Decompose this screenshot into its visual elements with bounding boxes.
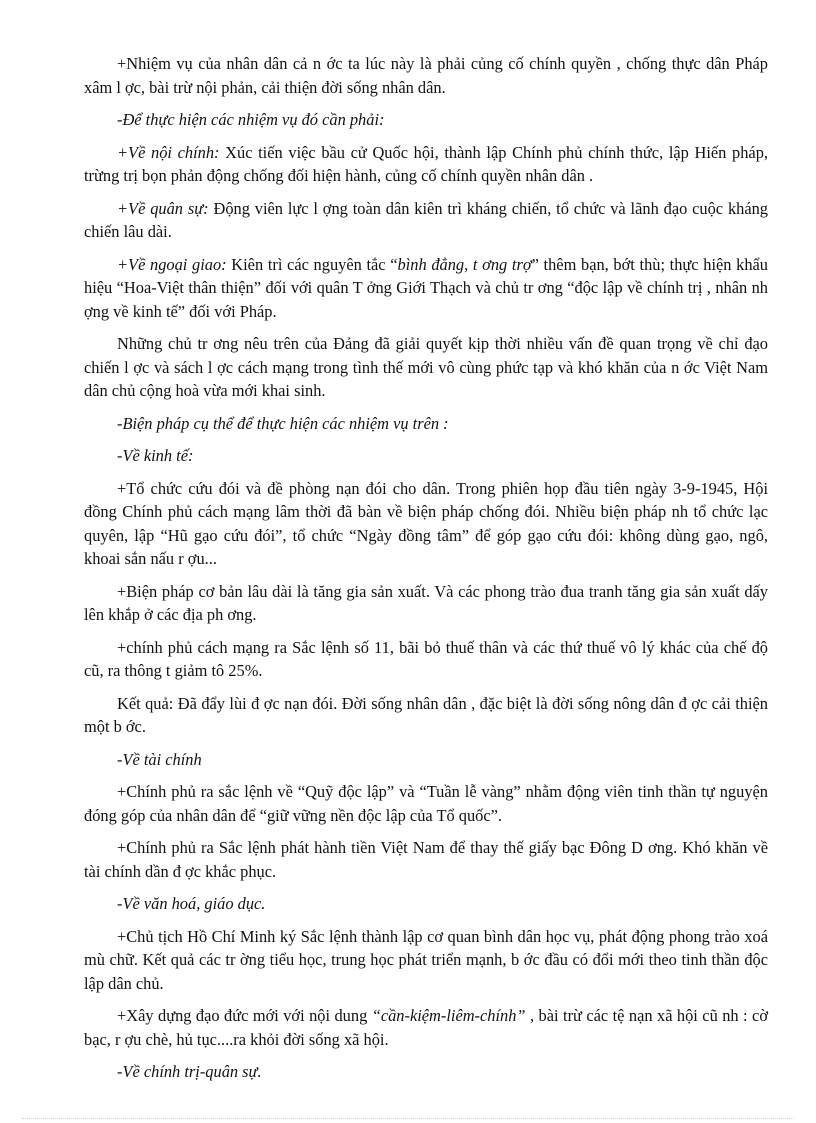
paragraph xyxy=(84,444,768,468)
paragraph xyxy=(84,580,768,627)
document-body xyxy=(84,52,768,1093)
italic-text: “cần-kiệm-liêm-chính” xyxy=(371,1006,526,1025)
paragraph xyxy=(84,925,768,996)
italic-text: +Về ngoại giao: xyxy=(117,254,227,274)
italic-text: -Về tài chính xyxy=(117,749,202,769)
italic-text: -Về kinh tế: xyxy=(117,446,194,465)
paragraph xyxy=(84,780,768,827)
italic-text: bình đẳng, t ơng trợ xyxy=(397,254,532,274)
page-bottom-rule xyxy=(22,1118,794,1119)
paragraph xyxy=(84,692,768,739)
text: Kết quả: Đã đẩy lùi đ ợc nạn đói. Đời sống nhân dân , đặc biệt là đời sống nông dân đ ợc cải thiện một b ớc. xyxy=(84,693,768,736)
text: +Xây dựng đạo đức mới với nội dung xyxy=(117,1006,372,1025)
paragraph xyxy=(84,1060,768,1084)
italic-text: -Để thực hiện các nhiệm vụ đó cần phải: xyxy=(117,110,385,129)
text: Động viên lực l ợng toàn dân kiên trì kháng chiến, tổ chức và lãnh đạo cuộc kháng chiến lâu dài. xyxy=(84,198,768,241)
paragraph xyxy=(84,477,768,571)
text: +Chủ tịch Hồ Chí Minh ký Sắc lệnh thành lập cơ quan bình dân học vụ, phát động phong trào xoá mù chữ. Kết quả các tr ờng tiểu học, trung học phát triển mạnh, b ớc đầu có đổi mới theo tinh thần độc lập dân chủ. xyxy=(84,926,768,993)
text: +Tổ chức cứu đói và đề phòng nạn đói cho dân. Trong phiên họp đầu tiên ngày 3-9-1945, Hội đồng Chính phủ cách mạng lâm thời đã bàn về biện pháp chống đói. Nhiều biện pháp nh tổ chức lạc quyên, lập “Hũ gạo cứu đói”, tổ chức “Ngày đồng tâm” để góp gạo cứu đói: không dùng gạo, ngô, khoai sắn nấu r ợu... xyxy=(84,478,768,568)
paragraph xyxy=(84,141,768,188)
italic-text: +Về quân sự: xyxy=(117,198,209,218)
italic-text: -Biện pháp cụ thể để thực hiện các nhiệm vụ trên : xyxy=(117,413,449,433)
text: , bài trừ các tệ nạn xã hội cũ nh : cờ bạc, r ợu chè, hủ tục....ra khỏi đời sống xã hội. xyxy=(84,1006,768,1049)
text: +Nhiệm vụ của nhân dân cả n ớc ta lúc này là phải củng cố chính quyền , chống thực dân Pháp xâm l ợc, bài trừ nội phản, cải thiện đời sống nhân dân. xyxy=(84,54,768,97)
paragraph xyxy=(84,108,768,132)
paragraph xyxy=(84,52,768,99)
italic-text: +Về nội chính: xyxy=(117,142,220,162)
text: +Chính phủ ra sắc lệnh về “Quỹ độc lập” và “Tuần lễ vàng” nhằm động viên tinh thần tự nguyện đóng góp của nhân dân để “giữ vững nền độc lập của Tổ quốc”. xyxy=(84,782,768,825)
paragraph xyxy=(84,197,768,244)
italic-text: -Về văn hoá, giáo dục. xyxy=(117,894,266,913)
text: Xúc tiến việc bầu cử Quốc hội, thành lập Chính phủ chính thức, lập Hiến pháp, trừng trị bọn phản động chống đối hiện hành, củng cố chính quyền nhân dân . xyxy=(84,142,768,185)
paragraph xyxy=(84,1004,768,1051)
text: Những chủ tr ơng nêu trên của Đảng đã giải quyết kịp thời nhiều vấn đề quan trọng về chỉ đạo chiến l ợc và sách l ợc cách mạng trong tình thế mới vô cùng phức tạp và khó khăn của n ớc Việt Nam dân chủ cộng hoà vừa mới khai sinh. xyxy=(84,334,768,400)
paragraph xyxy=(84,892,768,916)
text: ” thêm bạn, bớt thù; thực hiện khẩu hiệu “Hoa-Việt thân thiện” đối với quân T ởng Giới Thạch và chủ tr ơng “độc lập về chính trị , nhân nh ợng về kinh tế” đối với Pháp. xyxy=(84,254,769,321)
text: +chính phủ cách mạng ra Sắc lệnh số 11, bãi bỏ thuế thân và các thứ thuế vô lý khác của chế độ cũ, ra thông t giảm tô 25%. xyxy=(84,637,768,680)
paragraph xyxy=(84,836,768,883)
text: Kiên trì các nguyên tắc “ xyxy=(226,254,398,274)
text: +Chính phủ ra Sắc lệnh phát hành tiền Việt Nam để thay thế giấy bạc Đông D ơng. Khó khăn về tài chính dần đ ợc khắc phục. xyxy=(84,838,768,881)
text: +Biện pháp cơ bản lâu dài là tăng gia sản xuất. Và các phong trào đua tranh tăng gia sản xuất dấy lên khắp ở các địa ph ơng. xyxy=(84,581,768,624)
paragraph xyxy=(84,253,768,324)
paragraph xyxy=(84,412,768,436)
paragraph xyxy=(84,636,768,683)
italic-text: -Về chính trị-quân sự. xyxy=(117,1062,262,1081)
paragraph xyxy=(84,748,768,772)
paragraph xyxy=(84,332,768,403)
